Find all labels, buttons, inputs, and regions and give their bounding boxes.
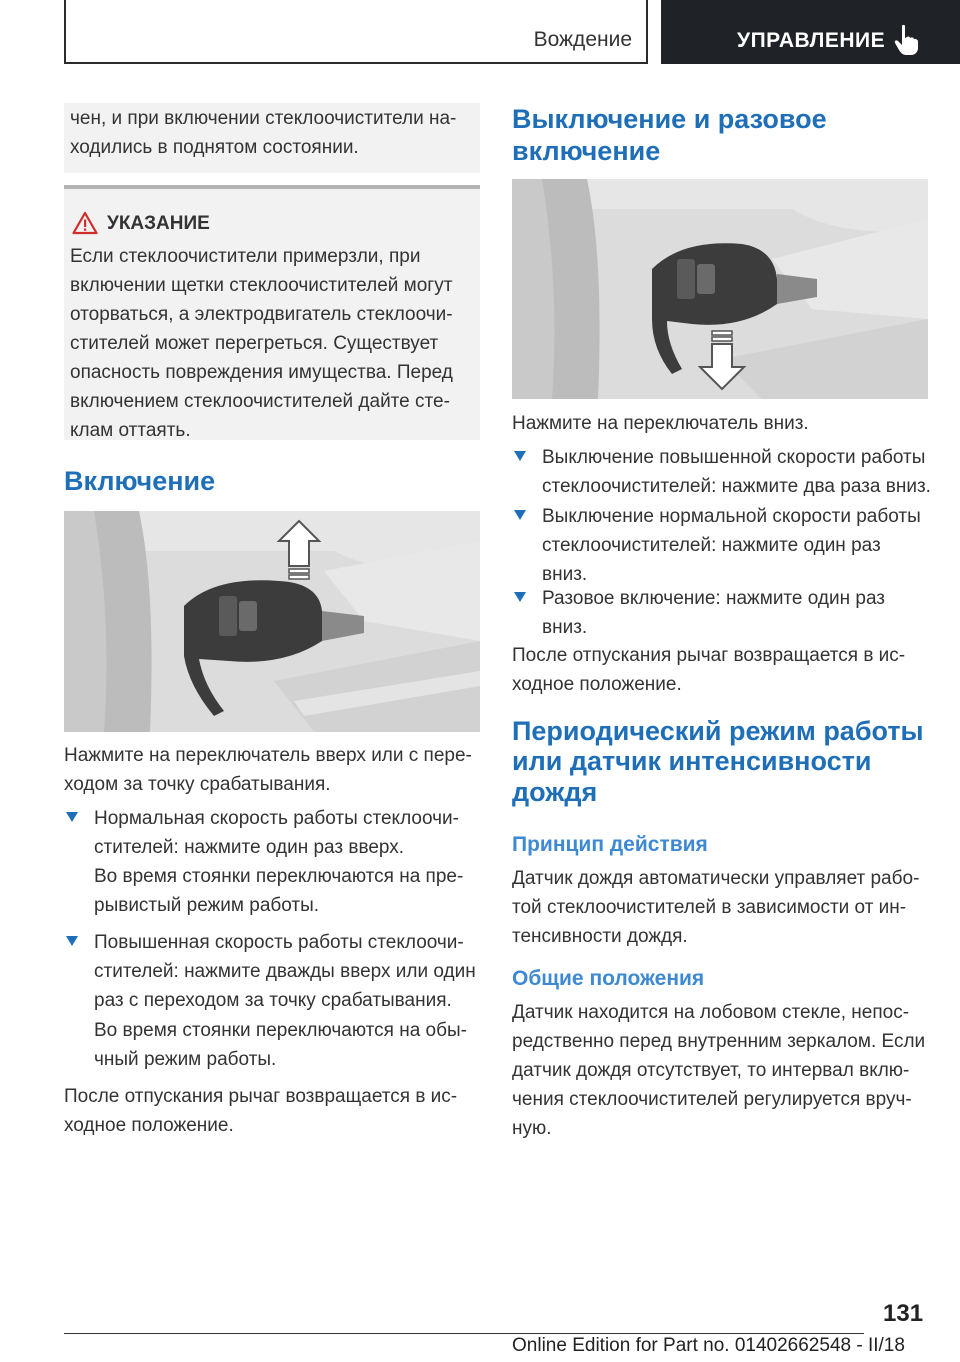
warning-line-6: включением стеклоочистителей дайте сте- xyxy=(70,391,450,412)
list-item-line: вниз. xyxy=(542,617,588,638)
heading-switch-off-line-1: Выключение и разовое xyxy=(512,104,827,134)
heading-principle: Принцип действия xyxy=(512,833,708,856)
header-section-label: Вождение xyxy=(533,28,632,51)
general-line-4: чения стеклоочистителей регулируется вруч- xyxy=(512,1089,912,1110)
page-number: 131 xyxy=(883,1300,924,1327)
triangle-bullet-icon xyxy=(66,936,78,946)
list-item-note-line: чный режим работы. xyxy=(94,1049,277,1070)
list-item xyxy=(66,804,482,864)
warning-line-2: включении щетки стеклоочистителей могут xyxy=(70,275,453,296)
triangle-bullet-icon xyxy=(514,451,526,461)
warning-line-4: стителей может перегреться. Существует xyxy=(70,333,439,354)
hand-pointer-icon xyxy=(893,24,921,56)
general-line-3: датчик дождя отсутствует, то интервал вклю- xyxy=(512,1060,910,1081)
principle-line-2: той стеклоочистителей в зависимости от ин- xyxy=(512,897,907,918)
release-line-2: ходное положение. xyxy=(64,1115,234,1136)
triangle-bullet-icon xyxy=(514,510,526,520)
press-up-line-1: Нажмите на переключатель вверх или с пере- xyxy=(64,745,472,766)
heading-interval-line-1: Периодический режим работы xyxy=(512,716,924,746)
list-item-note-line: Во время стоянки переключаются на обы- xyxy=(94,1020,467,1041)
list-item-note-line: рывистый режим работы. xyxy=(94,895,320,916)
header-chapter-label: УПРАВЛЕНИЕ xyxy=(737,29,886,52)
principle-line-3: тенсивности дождя. xyxy=(512,926,688,947)
heading-switch-on: Включение xyxy=(64,466,216,496)
warning-title: УКАЗАНИЕ xyxy=(107,213,210,234)
press-down-text: Нажмите на переключатель вниз. xyxy=(512,413,809,434)
triangle-bullet-icon xyxy=(514,592,526,602)
list-item xyxy=(514,443,934,503)
list-item-line: Выключение нормальной скорости работы xyxy=(542,506,921,527)
heading-interval-line-3: дождя xyxy=(512,777,598,807)
list-item xyxy=(514,584,934,644)
warning-line-5: опасность повреждения имущества. Перед xyxy=(70,362,453,383)
warning-line-3: оторваться, а электродвигатель стеклоочи- xyxy=(70,304,453,325)
list-item xyxy=(66,928,482,1018)
heading-switch-off-line-2: включение xyxy=(512,136,661,166)
general-line-2: редственно перед внутренним зеркалом. Если xyxy=(512,1031,926,1052)
footer-rule xyxy=(64,1333,864,1334)
list-item-line: вниз. xyxy=(542,564,588,585)
footer-edition: Online Edition for Part no. 01402662548 - II/18 xyxy=(512,1335,905,1356)
list-item-line: стеклоочистителей: нажмите два раза вниз. xyxy=(542,476,931,497)
heading-general: Общие положения xyxy=(512,967,705,990)
release-line-1: После отпускания рычаг возвращается в ис- xyxy=(512,645,906,666)
list-item-line: стителей: нажмите один раз вверх. xyxy=(94,837,405,858)
press-up-line-2: ходом за точку срабатывания. xyxy=(64,774,331,795)
release-line-2: ходное положение. xyxy=(512,674,682,695)
header-section-tab xyxy=(64,0,648,64)
heading-interval-line-2: или датчик интенсивности xyxy=(512,746,872,776)
list-item-note-line: Во время стоянки переключаются на пре- xyxy=(94,866,464,887)
principle-line-1: Датчик дождя автоматически управляет рабо- xyxy=(512,868,920,889)
continuation-line-1: чен, и при включении стеклоочистители на- xyxy=(70,108,457,129)
list-item-line: раз с переходом за точку срабатывания. xyxy=(94,990,452,1011)
list-item-line: Выключение повышенной скорости работы xyxy=(542,447,926,468)
list-item-line: стеклоочистителей: нажмите один раз xyxy=(542,535,881,556)
continuation-line-2: ходились в поднятом состоянии. xyxy=(70,137,359,158)
triangle-bullet-icon xyxy=(66,812,78,822)
release-line-1: После отпускания рычаг возвращается в ис- xyxy=(64,1086,458,1107)
warning-triangle-icon xyxy=(72,211,98,235)
list-item-line: Нормальная скорость работы стеклоочи- xyxy=(94,808,459,829)
list-item-line: Разовое включение: нажмите один раз xyxy=(542,588,886,609)
lever-up-illustration xyxy=(64,511,480,732)
general-line-1: Датчик находится на лобовом стекле, непос- xyxy=(512,1002,910,1023)
warning-line-1: Если стеклоочистители примерзли, при xyxy=(70,246,421,267)
list-item xyxy=(514,502,934,592)
list-item-line: стителей: нажмите дважды вверх или один xyxy=(94,961,476,982)
warning-line-7: клам оттаять. xyxy=(70,420,191,441)
general-line-5: ную. xyxy=(512,1118,552,1139)
list-item-line: Повышенная скорость работы стеклоочи- xyxy=(94,932,464,953)
lever-down-illustration xyxy=(512,179,928,399)
